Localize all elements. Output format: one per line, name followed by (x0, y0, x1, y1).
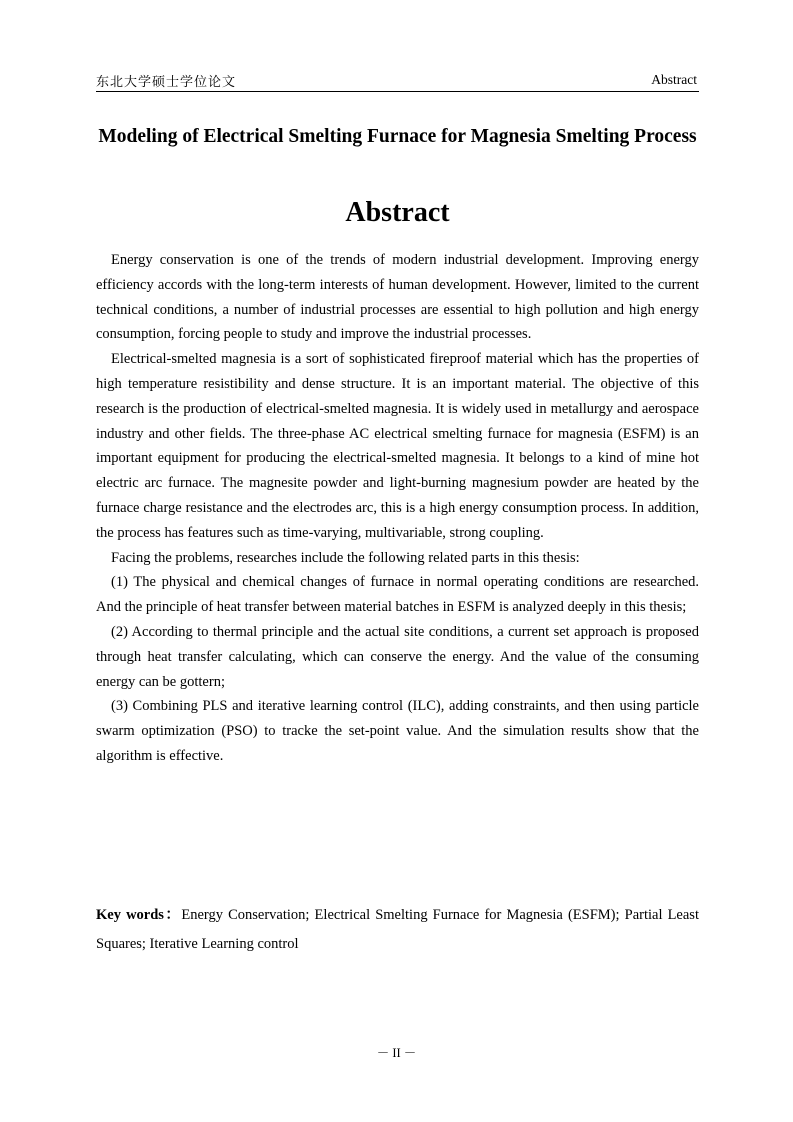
page-number: － II － (376, 1046, 417, 1060)
abstract-paragraph: Facing the problems, researches include the following related parts in this thesis: (111, 549, 580, 566)
abstract-paragraph: (3) Combining PLS and iterative learning control (ILC), adding constraints, and then using particle swarm optimization (PSO) to tracke the set-point value. And the simulation results show that the algorithm is effective. (96, 698, 699, 764)
running-header-university: 东北大学硕士学位论文 (96, 75, 237, 90)
header-divider (96, 91, 699, 92)
abstract-body (96, 248, 699, 769)
abstract-heading: Abstract (345, 197, 450, 228)
thesis-title: Modeling of Electrical Smelting Furnace for Magnesia Smelting Process (98, 126, 697, 147)
keywords-block (96, 901, 699, 959)
keywords-text: Energy Conservation; Electrical Smelting Furnace for Magnesia (ESFM); Partial Least Squares; Iterative Learning control (96, 907, 699, 952)
running-header-section: Abstract (651, 72, 697, 87)
keywords-label: Key words： (96, 907, 182, 923)
abstract-paragraph: (2) According to thermal principle and the actual site conditions, a current set approach is proposed through heat transfer calculating, which can conserve the energy. And the value of the consuming energy can be gottern; (96, 623, 699, 690)
abstract-paragraph: Electrical-smelted magnesia is a sort of sophisticated fireproof material which has the properties of high temperature resistibility and dense structure. It is an important material. The objective of this research is the production of electrical-smelted magnesia. It is widely used in metallurgy and aerospace industry and other fields. The three-phase AC electrical smelting furnace for magnesia (ESFM) is an important equipment for producing the electrical-smelted magnesia. It belongs to a kind of mine hot electric arc furnace. The magnesite powder and light-burning magnesium powder are heated by the furnace charge resistance and the electrodes arc, this is a high energy consumption process. In addition, the process has features such as time-varying, multivariable, strong coupling. (96, 351, 699, 541)
abstract-paragraph: (1) The physical and chemical changes of furnace in normal operating conditions are researched. And the principle of heat transfer between material batches in ESFM is analyzed deeply in this thesis; (96, 574, 699, 616)
abstract-paragraph: Energy conservation is one of the trends of modern industrial development. Improving energy efficiency accords with the long-term interests of human development. However, limited to the current technical conditions, a number of industrial processes are essential to high pollution and high energy consumption, forcing people to study and improve the industrial processes. (96, 252, 699, 343)
